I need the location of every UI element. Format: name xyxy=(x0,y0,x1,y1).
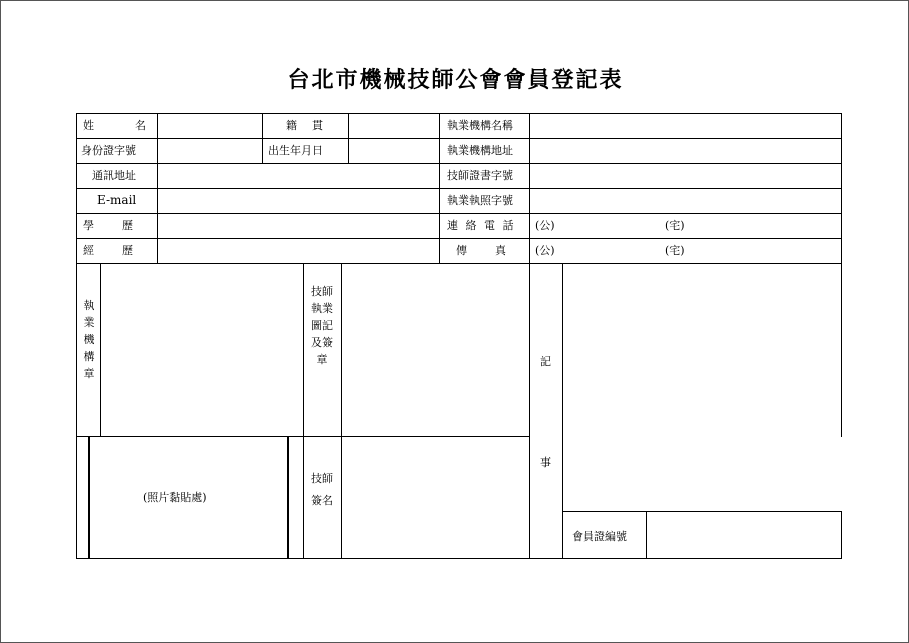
agency-seal-area[interactable] xyxy=(101,264,303,436)
fax-home-label: (宅) xyxy=(665,244,685,257)
phone-label: 連 絡 電 話 xyxy=(447,219,516,232)
member-number-field[interactable] xyxy=(647,512,841,558)
right-label-col-divider-a xyxy=(439,113,440,264)
agency-name-label: 執業機構名稱 xyxy=(447,119,513,132)
education-field[interactable] xyxy=(158,214,439,238)
birth-date-field[interactable] xyxy=(349,139,439,163)
table-right-border-bottom xyxy=(841,511,842,559)
notes-label-char-2: 事 xyxy=(540,456,551,469)
phone-home-label: (宅) xyxy=(665,219,685,232)
certificate-number-field[interactable] xyxy=(530,164,841,188)
form-title: 台北市機械技師公會會員登記表 xyxy=(287,67,624,93)
birth-date-label: 出生年月日 xyxy=(268,144,323,157)
email-label: E-mail xyxy=(97,193,137,207)
license-number-label: 執業執照字號 xyxy=(447,194,513,207)
notes-label-char-1: 記 xyxy=(540,355,551,368)
agency-seal-label: 執業機構章 xyxy=(83,299,95,380)
table-right-border-top xyxy=(841,113,842,437)
license-number-field[interactable] xyxy=(530,189,841,213)
signature-label: 技師簽名 xyxy=(311,472,333,507)
mailing-address-label: 通訊地址 xyxy=(92,169,136,182)
mailing-address-field[interactable] xyxy=(158,164,439,188)
agency-name-field[interactable] xyxy=(530,114,841,138)
practice-seal-area[interactable] xyxy=(342,264,529,436)
signature-area[interactable] xyxy=(342,437,529,558)
photo-right-border xyxy=(287,436,289,559)
photo-area[interactable] xyxy=(90,437,287,558)
table-left-border xyxy=(76,113,77,559)
table-bottom-border xyxy=(76,558,842,559)
signature-label-left xyxy=(303,263,304,559)
mid-col-divider-a xyxy=(262,113,263,164)
fax-label: 傳 真 xyxy=(456,244,508,257)
name-label: 姓 名 xyxy=(83,119,148,132)
agency-address-field[interactable] xyxy=(530,139,841,163)
certificate-number-label: 技師證書字號 xyxy=(447,169,513,182)
name-field[interactable] xyxy=(158,114,262,138)
education-label: 學 歷 xyxy=(83,219,135,232)
native-place-label: 籍 貫 xyxy=(286,119,325,132)
id-number-field[interactable] xyxy=(158,139,262,163)
practice-seal-label: 技師執業圖記及簽章 xyxy=(311,285,333,366)
notes-label-left xyxy=(529,263,530,559)
phone-field[interactable] xyxy=(561,214,841,238)
notes-area[interactable] xyxy=(563,264,841,511)
experience-label: 經 歷 xyxy=(83,244,135,257)
phone-office-label: (公) xyxy=(535,219,555,232)
photo-placeholder-label: (照片黏貼處) xyxy=(143,491,207,504)
experience-field[interactable] xyxy=(158,239,439,263)
member-number-label: 會員證編號 xyxy=(572,530,627,543)
fax-office-label: (公) xyxy=(535,244,555,257)
native-place-field[interactable] xyxy=(349,114,439,138)
fax-field[interactable] xyxy=(561,239,841,263)
email-field[interactable] xyxy=(158,189,439,213)
agency-address-label: 執業機構地址 xyxy=(447,144,513,157)
id-number-label: 身份證字號 xyxy=(81,144,136,157)
